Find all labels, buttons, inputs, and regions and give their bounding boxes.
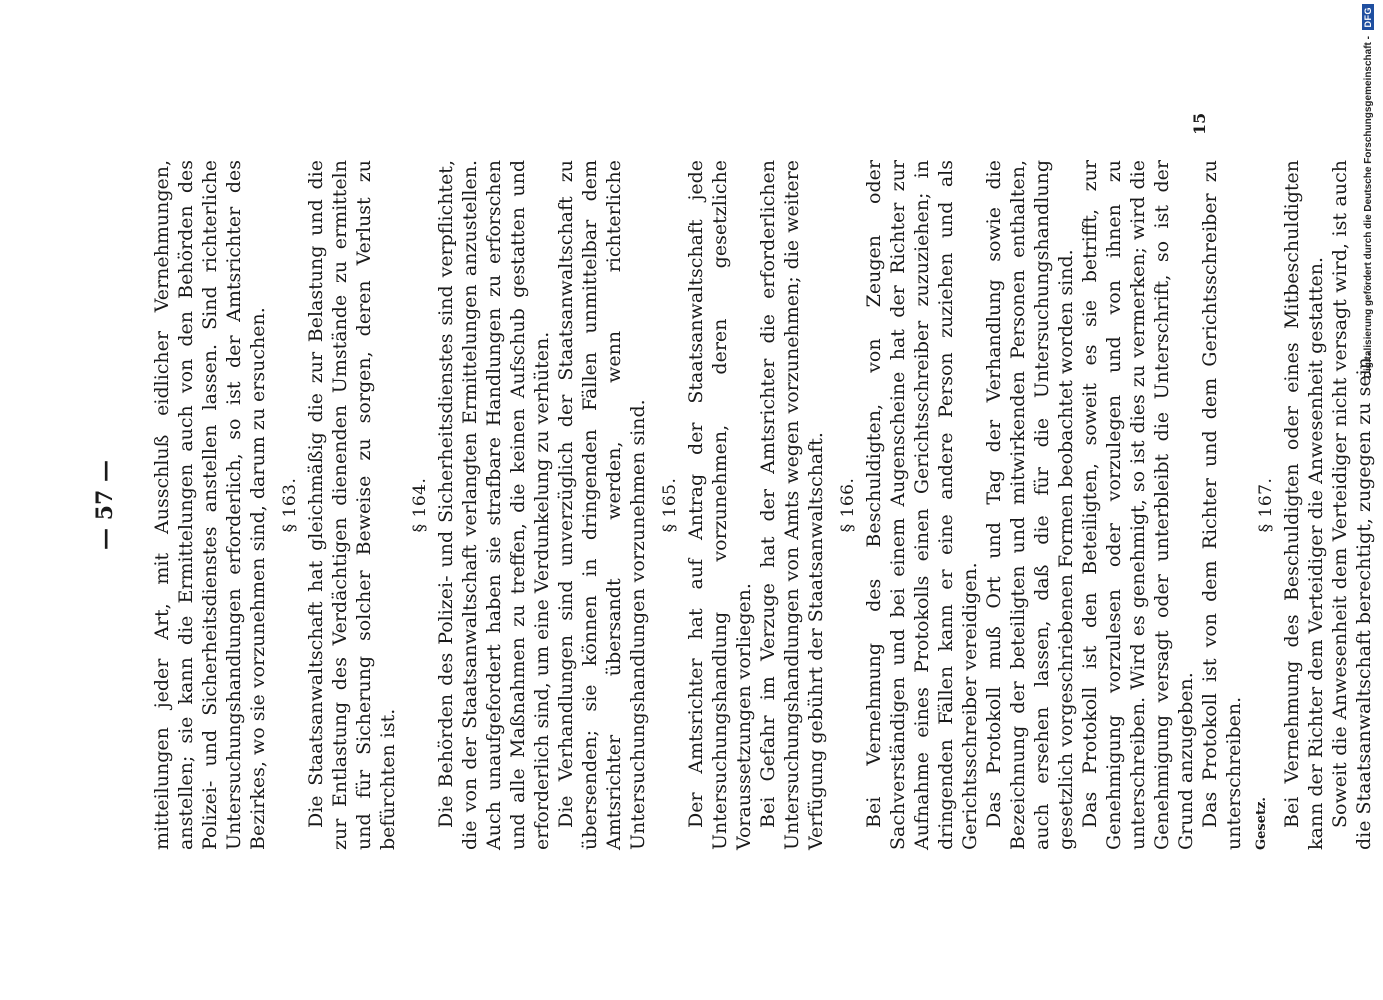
paragraph: Der Amtsrichter hat auf Antrag der Staatsanwaltschaft jede Untersuchungshandlung vorzunehmen, deren gesetzliche Voraussetzungen vorliegen. <box>685 160 755 850</box>
section-heading: § 167. <box>1256 477 1276 533</box>
paragraph: Die Behörden des Polizei- und Sicherheitsdienstes sind verpflichtet, die von der Staatsanwaltschaft verlangten Ermittelungen anzustellen. Auch unaufgefordert haben sie strafbare Handlungen zu erforschen und alle Maßnahmen zu treffen, die keinen Aufschub gestatten und erforderlich sind, um eine Verdunkelung zu verhüten. <box>435 160 553 850</box>
paragraph: Das Protokoll ist den Beteiligten, soweit es sie betrifft, zur Genehmigung vorzulesen oder vorzulegen und von ihnen zu unterschreiben. Wird es genehmigt, so ist dies zu vermerken; wird die Genehmigung versagt oder unterbleibt die Unterschrift, so ist der Grund anzugeben. <box>1079 160 1197 850</box>
paragraph: Bei Gefahr im Verzuge hat der Amtsrichter die erforderlichen Untersuchungshandlungen von Amts wegen vorzunehmen; die weitere Verfügung gebührt der Staatsanwaltschaft. <box>757 160 827 850</box>
paragraph: Das Protokoll muß Ort und Tag der Verhandlung sowie die Bezeichnung der beteiligten und mitwirkenden Personen enthalten, auch ersehen lassen, daß die für die Untersuchungshandlung gesetzlich vorgeschriebenen Formen beobachtet worden sind. <box>983 160 1077 850</box>
folio-number: 15 <box>1190 112 1209 135</box>
digitization-note: Digitalisierung gefördert durch die Deutsche Forschungsgemeinschaft - <box>1363 36 1374 379</box>
section-heading: § 165. <box>660 477 680 533</box>
paragraph: Die Verhandlungen sind unverzüglich der Staatsanwaltschaft zu übersenden; sie können in dringenden Fällen unmittelbar dem Amtsrichter übersandt werden, wenn richterliche Untersuchungshandlungen vorzunehmen sind. <box>555 160 649 850</box>
digitization-stamp <box>1360 0 1383 1000</box>
section-heading: § 166. <box>838 477 858 533</box>
paragraph: Bei Vernehmung des Beschuldigten oder eines Mitbeschuldigten kann der Richter dem Verteidiger die Anwesenheit gestatten. <box>1281 160 1327 850</box>
section-heading: § 164. <box>410 477 430 533</box>
paragraph: mitteilungen jeder Art, mit Ausschluß eidlicher Vernehmungen, anstellen; sie kann die Ermittelungen auch von den Behörden des Polizei- und Sicherheitsdienstes anstellen lassen. Sind richterliche Untersuchungshandlungen erforderlich, so ist der Amtsrichter des Bezirkes, wo sie vorzunehmen sind, darum zu ersuchen. <box>151 160 269 850</box>
section-heading: § 163. <box>280 477 300 533</box>
paragraph: Das Protokoll ist von dem Richter und dem Gerichtsschreiber zu unterschreiben. <box>1199 160 1245 850</box>
paragraph: Bei Vernehmung des Beschuldigten, von Zeugen oder Sachverständigen und bei einem Augenscheine hat der Richter zur Aufnahme eines Protokolls einen Gerichtsschreiber zuzuziehen; in dringenden Fällen kann er eine andere Person zuziehen und als Gerichtsschreiber vereidigen. <box>863 160 981 850</box>
legal-text-body <box>150 160 1376 850</box>
page-number-header: — 57 — <box>92 460 118 550</box>
paragraph: Die Staatsanwaltschaft hat gleichmäßig die zur Belastung und die zur Entlastung des Verdächtigen dienenden Umstände zu ermitteln und für Sicherung solcher Beweise zu sorgen, deren Verlust zu befürchten ist. <box>305 160 399 850</box>
paragraph: Soweit die Anwesenheit dem Verteidiger nicht versagt wird, ist auch die Staatsanwaltschaft berechtigt, zugegen zu sein. <box>1329 160 1375 850</box>
dfg-logo: DFG <box>1362 4 1374 31</box>
signature-mark: Gesetz. <box>1254 797 1269 850</box>
